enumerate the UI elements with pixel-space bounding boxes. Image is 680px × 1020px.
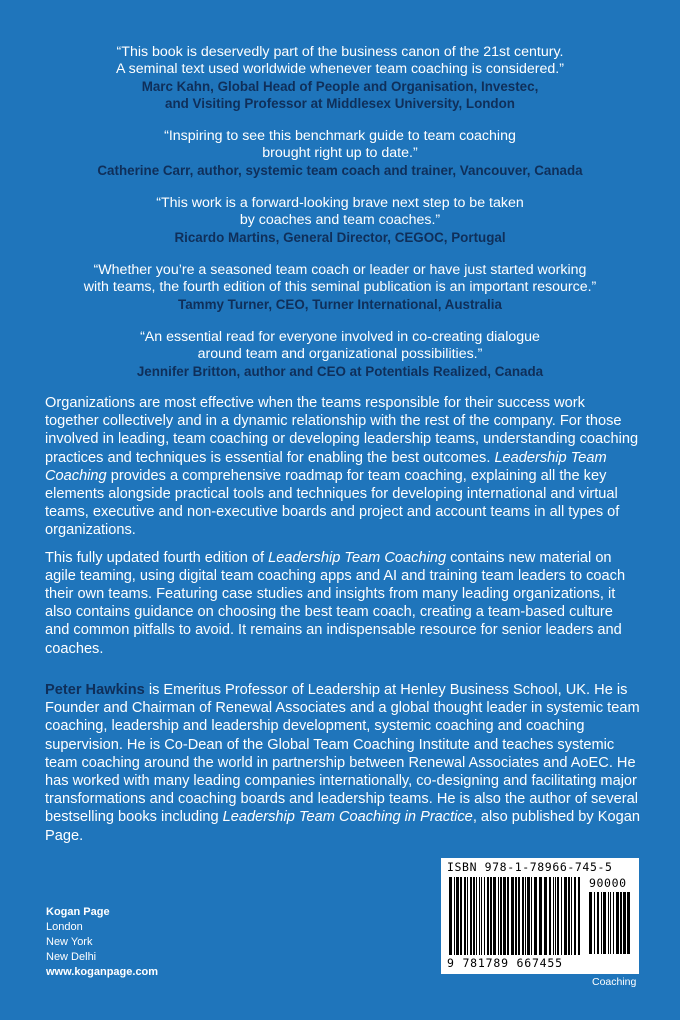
barcode-bar bbox=[464, 877, 466, 955]
book-description bbox=[45, 394, 641, 667]
quote-text: “This work is a forward-looking brave next step to be taken by coaches and team coaches.” bbox=[156, 195, 524, 228]
barcode-bar bbox=[490, 877, 492, 955]
barcode-bar bbox=[534, 877, 537, 955]
endorsement-quotes bbox=[40, 44, 640, 396]
related-book-title: Leadership Team Coaching in Practice bbox=[222, 809, 473, 826]
barcode-bar bbox=[525, 877, 526, 955]
barcode-bar bbox=[539, 877, 542, 955]
barcode-bar bbox=[449, 877, 452, 955]
ean-barcode-bars bbox=[449, 877, 581, 955]
barcode-bar bbox=[460, 877, 462, 955]
barcode-bar bbox=[473, 877, 475, 955]
publisher-city: London bbox=[46, 921, 83, 933]
description-paragraph-2: This fully updated fourth edition of Leadership Team Coaching contains new material on agile teaming, using digital team coaching apps and AI and training team leaders to coach their own teams. Featuring case studies and insights from many leading organizations, it also contains guidance on choosing the best team coach, creating a team-based culture and common pitfalls to avoid. It remains an indispensable resource for senior leaders and coaches. bbox=[45, 549, 626, 657]
barcode-bar bbox=[493, 877, 496, 955]
quote-author: Ricardo Martins, General Director, CEGOC, Portugal bbox=[174, 230, 506, 245]
barcode-bar bbox=[467, 877, 468, 955]
publisher-name: Kogan Page bbox=[46, 906, 110, 918]
barcode-bar bbox=[481, 877, 482, 955]
barcode-bar bbox=[527, 877, 530, 955]
barcode-bar bbox=[594, 892, 595, 954]
barcode-bar bbox=[479, 877, 480, 955]
quote-author: Marc Kahn, Global Head of People and Organisation, Investec, and Visiting Professor at Middlesex University, London bbox=[141, 79, 539, 111]
barcode-bar bbox=[476, 877, 477, 955]
quote-text: “This book is deservedly part of the business canon of the 21st century. A seminal text used worldwide whenever team coaching is considered.” bbox=[116, 44, 564, 77]
ean-digits: 9 781789 667455 bbox=[447, 956, 563, 970]
barcode-bar bbox=[454, 877, 455, 955]
publisher-website[interactable]: www.koganpage.com bbox=[46, 966, 159, 978]
barcode-bar bbox=[518, 877, 520, 955]
barcode-bar bbox=[608, 892, 609, 954]
barcode-bar bbox=[571, 877, 572, 955]
quote-text: “Whether you’re a seasoned team coach or leader or have just started working with teams, the fourth edition of this seminal publication is an important resource.” bbox=[83, 262, 597, 295]
barcode-bar bbox=[597, 892, 599, 954]
barcode-bar bbox=[515, 877, 517, 955]
barcode-bar bbox=[564, 877, 567, 955]
book-title: Leadership Team Coaching bbox=[268, 549, 447, 566]
barcode-bar bbox=[553, 877, 554, 955]
barcode-bar bbox=[511, 877, 514, 955]
barcode-bar bbox=[603, 892, 606, 954]
author-name: Peter Hawkins bbox=[45, 682, 145, 698]
quote-text: “Inspiring to see this benchmark guide to team coaching brought right up to date.” bbox=[164, 128, 516, 161]
book-title: Leadership Team Coaching bbox=[45, 449, 607, 484]
barcode-bar bbox=[601, 892, 602, 954]
description-paragraph-1: Organizations are most effective when the teams responsible for their success work together collectively and in a dynamic relationship with the rest of the company. For those involved in leading, team coaching or developing leadership teams, understanding coaching practices and techniques is essential for enabling the best outcomes. Leadership Team Coaching provides a comprehensive roadmap for team coaching, explaining all the key elements alongside practical tools and techniques for developing international and virtual teams, executive and non-executive boards and project and account teams in all types of organizations. bbox=[45, 395, 639, 539]
barcode-bar bbox=[456, 877, 459, 955]
barcode-bar bbox=[620, 892, 622, 954]
addon-barcode-bars bbox=[589, 892, 633, 954]
barcode-bar bbox=[555, 877, 556, 955]
barcode-bar bbox=[610, 892, 611, 954]
barcode-bar bbox=[561, 877, 562, 955]
author-bio: Peter Hawkins is Emeritus Professor of Leadership at Henley Business School, UK. He is Founder and Chairman of Renewal Associates and a global thought leader in systemic team coaching, leadership and leadership development, systemic coaching and coaching supervision. He is Co-Dean of the Global Team Coaching Institute and teaches systemic team coaching around the world in partnership between Renewal Associates and AoEC. He has worked with many leading companies internationally, co-designing and facilitating major transformations and coaching boards and leadership teams. He is also the author of several bestselling books including Leadership Team Coaching in Practice, also published by Kogan Page. bbox=[45, 682, 640, 844]
quote-turner bbox=[40, 262, 640, 313]
barcode-bar bbox=[522, 877, 524, 955]
barcode-bar bbox=[484, 877, 485, 955]
barcode-bar bbox=[470, 877, 472, 955]
barcode-bar bbox=[589, 892, 592, 954]
barcode-bar bbox=[574, 877, 576, 955]
barcode-bar bbox=[578, 877, 580, 955]
barcode-bar bbox=[507, 877, 509, 955]
publisher-info bbox=[46, 905, 158, 980]
quote-kahn bbox=[40, 44, 640, 112]
quote-britton bbox=[40, 329, 640, 380]
quote-text: “An essential read for everyone involved in co-creating dialogue around team and organizational possibilities.” bbox=[140, 329, 540, 362]
isbn-barcode bbox=[441, 858, 639, 974]
barcode-bar bbox=[568, 877, 570, 955]
barcode-bar bbox=[531, 877, 532, 955]
barcode-bar bbox=[557, 877, 559, 955]
barcode-bar bbox=[627, 892, 630, 954]
barcode-bar bbox=[500, 877, 502, 955]
barcode-bar bbox=[487, 877, 489, 955]
barcode-bar bbox=[616, 892, 619, 954]
barcode-bar bbox=[503, 877, 506, 955]
book-category: Coaching bbox=[592, 976, 637, 988]
publisher-city: New York bbox=[46, 936, 93, 948]
publisher-city: New Delhi bbox=[46, 951, 97, 963]
isbn-text: ISBN 978-1-78966-745-5 bbox=[447, 860, 613, 874]
quote-author: Jennifer Britton, author and CEO at Potentials Realized, Canada bbox=[136, 364, 544, 379]
quote-carr bbox=[40, 128, 640, 179]
barcode-bar bbox=[549, 877, 551, 955]
barcode-bar bbox=[613, 892, 614, 954]
quote-martins bbox=[40, 195, 640, 246]
quote-author: Catherine Carr, author, systemic team coach and trainer, Vancouver, Canada bbox=[97, 163, 583, 178]
price-code: 90000 bbox=[589, 876, 627, 890]
barcode-bar bbox=[544, 877, 547, 955]
barcode-bar bbox=[498, 877, 499, 955]
quote-author: Tammy Turner, CEO, Turner International, Australia bbox=[178, 297, 502, 312]
barcode-bar bbox=[623, 892, 626, 954]
